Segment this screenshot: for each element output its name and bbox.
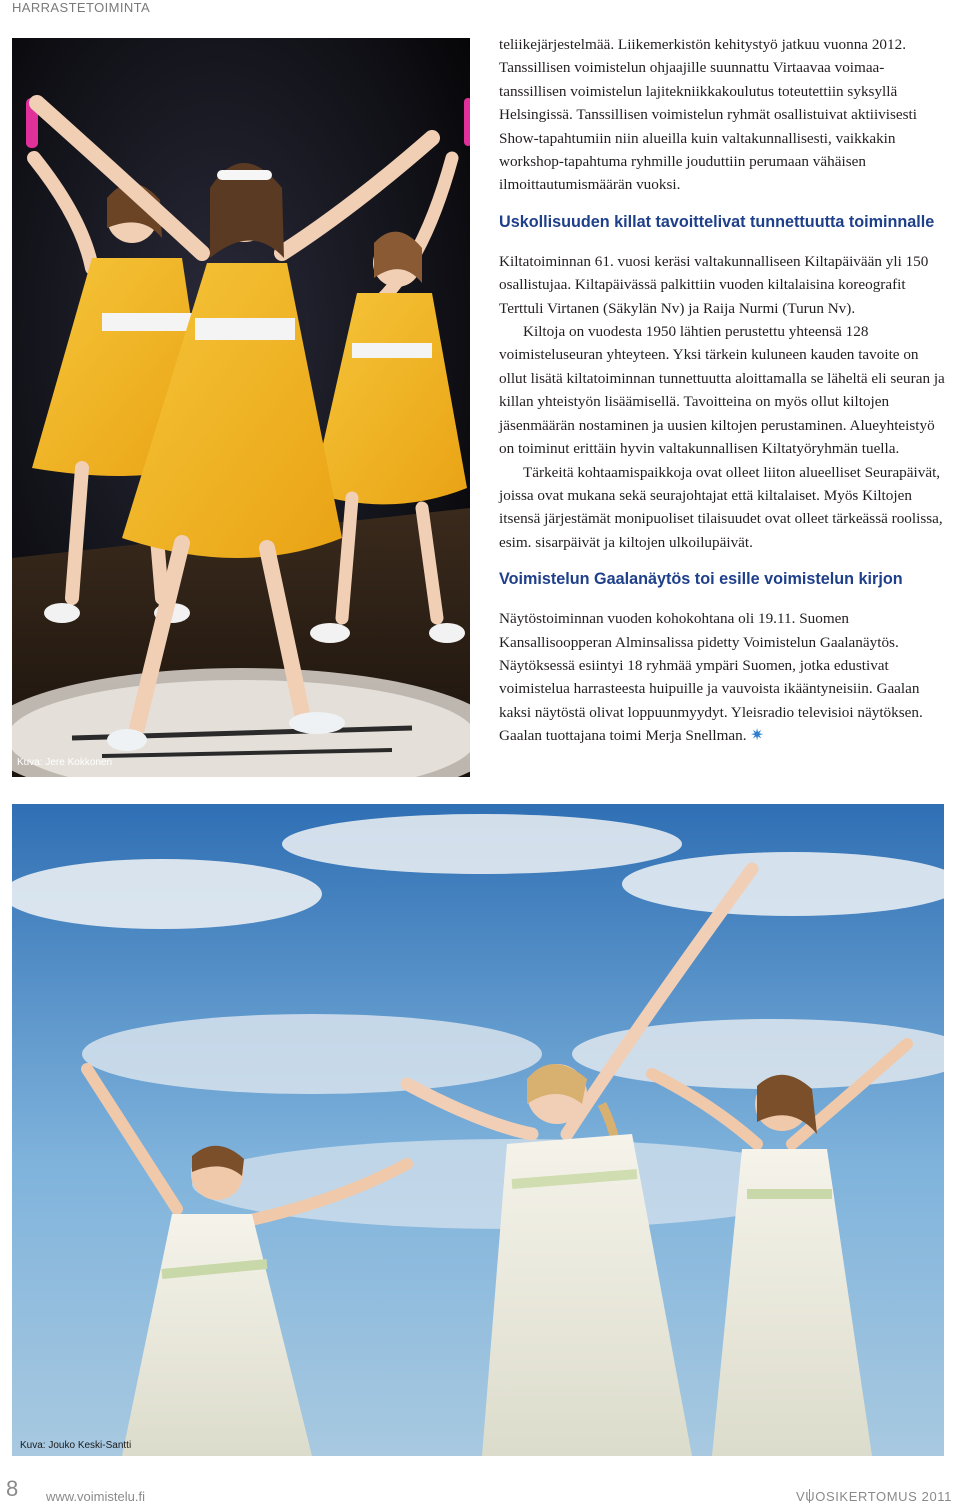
photo-white-dancers-illustration [12, 804, 944, 1456]
heading-kilta: Uskollisuuden killat tavoittelivat tunnettuutta toiminnalle [499, 212, 935, 231]
paragraph-intro: teliikejärjestelmää. Liikemerkistön kehitystyö jatkuu vuonna 2012. Tanssillisen voimistelun ohjaajille suunnattu Virtaavaa voimaa-tanssillisen voimistelun lajitekniikkakoulutus toteutettiin syksyllä Helsingissä. Tanssillisen voimistelun ryhmät osallistuivat aktiivisesti Show-tapahtumiin niin alueilla kuin valtakunnallisesti, vaikkakin workshop-tapahtuma ryhmille jouduttiin perumaan vähäisen ilmoittautumismäärän vuoksi. [499, 36, 917, 194]
article-column [499, 33, 947, 748]
end-mark-icon: ✷ [750, 727, 764, 745]
photo-yellow-dancers [12, 38, 470, 777]
paragraph-gaala-text: Näytöstoiminnan vuoden kohokohtana oli 19.11. Suomen Kansallisoopperan Alminsalissa pidetty Voimistelun Gaalanäytös. Näytöksessä esiintyi 18 ryhmää ympäri Suomen, jotka edustivat voimistelua harrasteesta huipuille ja vauvoista ikääntyneisiin. Gaalan kaksi näytöstä olivat loppuunmyydyt. Yleisradio televisioi näytöksen. Gaalan tuottajana toimi Merja Snellman. [499, 610, 923, 745]
paragraph-gaala [499, 607, 947, 747]
page-footer [0, 1476, 960, 1503]
paragraph-kilta-1: Kiltatoiminnan 61. vuosi keräsi valtakunnalliseen Kiltapäivään yli 150 osallistujaa. Kiltapäivässä palkittiin vuoden kiltalaisina koreografit Terttuli Virtanen (Säkylän Nv) ja Raija Nurmi (Turun Nv). [499, 252, 929, 317]
site-url-link[interactable]: www.voimistelu.fi [46, 1489, 145, 1504]
page-number: 8 [6, 1476, 19, 1501]
heading-gaala: Voimistelun Gaalanäytös toi esille voimistelun kirjon [499, 570, 903, 589]
photo-credit-top: Kuva: Jere Kokkonen [17, 757, 113, 768]
photo-credit-bottom: Kuva: Jouko Keski-Santti [20, 1440, 132, 1451]
photo-yellow-dancers-illustration [12, 38, 470, 777]
paragraph-kilta-2: Kiltoja on vuodesta 1950 lähtien perustettu yhteensä 128 voimisteluseuran yhteyteen. Yksi tärkein kuluneen kauden tavoite on ollut lisätä kiltatoiminnan tunnettuutta aloittamalla se läheltä eli seuran ja killan yhteistyön lisäämisellä. Tavoitteina on myös ollut kiltojen jäsenmäärän nostaminen ja uusien kiltojen perustaminen. Alueyhteistyö on toiminut erittäin hyvin valtakunnallisen Kiltatyöryhmän tuella. [499, 323, 945, 458]
photo-white-dancers [12, 804, 944, 1456]
report-title: VUOSIKERTOMUS 2011 [795, 1489, 952, 1504]
paragraph-kilta-3: Tärkeitä kohtaamispaikkoja ovat olleet liiton alueelliset Seurapäivät, joissa ovat mukana sekä seurajohtajat että kiltalaiset. Myös Kiltojen itsensä järjestämät monipuoliset tilaisuudet ovat olleet tärkeässä roolissa, esim. sisarpäivät ja kiltojen ulkoilupäivät. [499, 463, 943, 551]
section-label: HARRASTETOIMINTA [12, 0, 151, 15]
